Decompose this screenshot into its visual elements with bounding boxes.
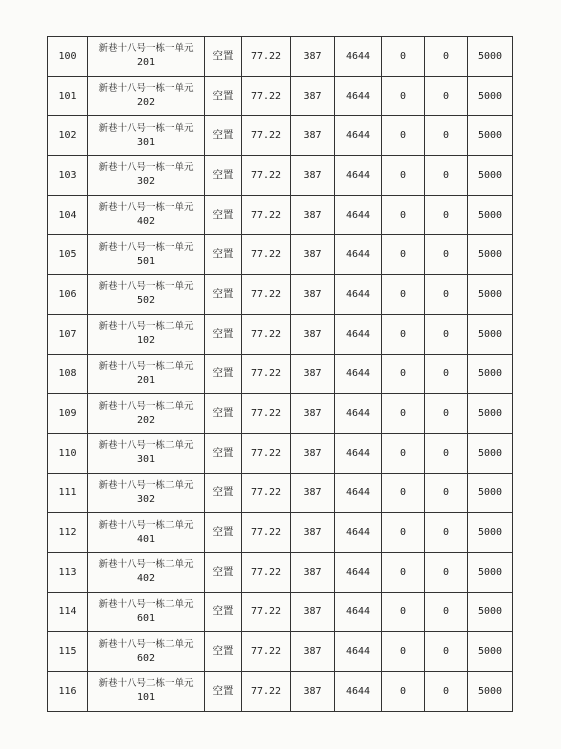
amount-cell-5: 5000 <box>468 552 513 592</box>
amount-cell-4: 0 <box>425 275 468 315</box>
amount-cell-2: 4644 <box>335 235 382 275</box>
amount-cell-3: 0 <box>382 156 425 196</box>
address-building-unit: 新巷十八号一栋一单元 <box>98 122 194 134</box>
amount-cell-2: 4644 <box>335 354 382 394</box>
amount-cell-3: 0 <box>382 76 425 116</box>
row-number-cell: 106 <box>48 275 88 315</box>
amount-cell-1: 387 <box>291 76 335 116</box>
area-cell: 77.22 <box>242 37 291 77</box>
amount-cell-3: 0 <box>382 275 425 315</box>
address-room: 201 <box>136 374 156 386</box>
amount-cell-2: 4644 <box>335 116 382 156</box>
area-cell: 77.22 <box>242 552 291 592</box>
row-number-cell: 115 <box>48 632 88 672</box>
row-number-cell: 113 <box>48 552 88 592</box>
amount-cell-5: 5000 <box>468 116 513 156</box>
address-cell <box>88 672 205 712</box>
table-row <box>48 116 513 156</box>
amount-cell-2: 4644 <box>335 592 382 632</box>
amount-cell-1: 387 <box>291 473 335 513</box>
amount-cell-4: 0 <box>425 116 468 156</box>
status-cell: 空置 <box>205 235 242 275</box>
amount-cell-5: 5000 <box>468 672 513 712</box>
address-cell <box>88 592 205 632</box>
address-cell <box>88 473 205 513</box>
address-room: 101 <box>136 692 156 704</box>
table-row <box>48 354 513 394</box>
area-cell: 77.22 <box>242 394 291 434</box>
amount-cell-4: 0 <box>425 592 468 632</box>
address-room: 401 <box>136 533 156 545</box>
area-cell: 77.22 <box>242 672 291 712</box>
amount-cell-2: 4644 <box>335 37 382 77</box>
address-building-unit: 新巷十八号一栋二单元 <box>98 440 194 452</box>
address-building-unit: 新巷十八号一栋二单元 <box>98 479 194 491</box>
area-cell: 77.22 <box>242 156 291 196</box>
table-row <box>48 632 513 672</box>
address-cell <box>88 394 205 434</box>
amount-cell-5: 5000 <box>468 275 513 315</box>
amount-cell-2: 4644 <box>335 632 382 672</box>
address-room: 202 <box>136 414 156 426</box>
amount-cell-3: 0 <box>382 394 425 434</box>
table-row <box>48 235 513 275</box>
address-cell <box>88 37 205 77</box>
status-cell: 空置 <box>205 195 242 235</box>
status-cell: 空置 <box>205 354 242 394</box>
address-room: 302 <box>136 493 156 505</box>
amount-cell-4: 0 <box>425 76 468 116</box>
amount-cell-5: 5000 <box>468 76 513 116</box>
amount-cell-4: 0 <box>425 195 468 235</box>
area-cell: 77.22 <box>242 473 291 513</box>
table-row <box>48 672 513 712</box>
status-cell: 空置 <box>205 473 242 513</box>
amount-cell-2: 4644 <box>335 513 382 553</box>
amount-cell-5: 5000 <box>468 235 513 275</box>
amount-cell-5: 5000 <box>468 37 513 77</box>
status-cell: 空置 <box>205 394 242 434</box>
amount-cell-1: 387 <box>291 394 335 434</box>
amount-cell-3: 0 <box>382 37 425 77</box>
amount-cell-5: 5000 <box>468 156 513 196</box>
amount-cell-3: 0 <box>382 195 425 235</box>
amount-cell-5: 5000 <box>468 632 513 672</box>
address-building-unit: 新巷十八号一栋一单元 <box>98 281 194 293</box>
amount-cell-1: 387 <box>291 354 335 394</box>
row-number-cell: 114 <box>48 592 88 632</box>
amount-cell-2: 4644 <box>335 552 382 592</box>
amount-cell-1: 387 <box>291 156 335 196</box>
address-room: 301 <box>136 136 156 148</box>
row-number-cell: 111 <box>48 473 88 513</box>
address-cell <box>88 552 205 592</box>
status-cell: 空置 <box>205 314 242 354</box>
amount-cell-2: 4644 <box>335 672 382 712</box>
amount-cell-4: 0 <box>425 552 468 592</box>
area-cell: 77.22 <box>242 116 291 156</box>
amount-cell-4: 0 <box>425 235 468 275</box>
amount-cell-1: 387 <box>291 235 335 275</box>
address-room: 201 <box>136 57 156 69</box>
status-cell: 空置 <box>205 552 242 592</box>
amount-cell-1: 387 <box>291 632 335 672</box>
address-building-unit: 新巷十八号一栋一单元 <box>98 241 194 253</box>
address-cell <box>88 76 205 116</box>
amount-cell-1: 387 <box>291 433 335 473</box>
amount-cell-1: 387 <box>291 592 335 632</box>
amount-cell-3: 0 <box>382 433 425 473</box>
amount-cell-2: 4644 <box>335 275 382 315</box>
address-room: 502 <box>136 295 156 307</box>
amount-cell-4: 0 <box>425 156 468 196</box>
amount-cell-5: 5000 <box>468 394 513 434</box>
area-cell: 77.22 <box>242 275 291 315</box>
address-cell <box>88 235 205 275</box>
table-row <box>48 552 513 592</box>
amount-cell-5: 5000 <box>468 433 513 473</box>
address-building-unit: 新巷十八号一栋二单元 <box>98 638 194 650</box>
amount-cell-4: 0 <box>425 314 468 354</box>
address-building-unit: 新巷十八号一栋二单元 <box>98 559 194 571</box>
amount-cell-1: 387 <box>291 552 335 592</box>
address-building-unit: 新巷十八号一栋二单元 <box>98 598 194 610</box>
amount-cell-3: 0 <box>382 672 425 712</box>
amount-cell-3: 0 <box>382 473 425 513</box>
amount-cell-4: 0 <box>425 354 468 394</box>
property-table <box>47 36 513 712</box>
table-row <box>48 37 513 77</box>
address-building-unit: 新巷十八号一栋二单元 <box>98 321 194 333</box>
amount-cell-4: 0 <box>425 632 468 672</box>
table-row <box>48 156 513 196</box>
address-building-unit: 新巷十八号一栋二单元 <box>98 400 194 412</box>
row-number-cell: 101 <box>48 76 88 116</box>
amount-cell-5: 5000 <box>468 314 513 354</box>
amount-cell-1: 387 <box>291 195 335 235</box>
row-number-cell: 110 <box>48 433 88 473</box>
address-cell <box>88 156 205 196</box>
amount-cell-3: 0 <box>382 116 425 156</box>
amount-cell-5: 5000 <box>468 592 513 632</box>
address-cell <box>88 632 205 672</box>
address-room: 301 <box>136 454 156 466</box>
amount-cell-5: 5000 <box>468 473 513 513</box>
amount-cell-3: 0 <box>382 552 425 592</box>
area-cell: 77.22 <box>242 513 291 553</box>
status-cell: 空置 <box>205 433 242 473</box>
status-cell: 空置 <box>205 116 242 156</box>
amount-cell-4: 0 <box>425 433 468 473</box>
row-number-cell: 108 <box>48 354 88 394</box>
row-number-cell: 104 <box>48 195 88 235</box>
table-row <box>48 76 513 116</box>
amount-cell-5: 5000 <box>468 513 513 553</box>
area-cell: 77.22 <box>242 195 291 235</box>
status-cell: 空置 <box>205 513 242 553</box>
address-cell <box>88 513 205 553</box>
table-row <box>48 394 513 434</box>
row-number-cell: 107 <box>48 314 88 354</box>
address-cell <box>88 116 205 156</box>
address-room: 302 <box>136 176 156 188</box>
address-cell <box>88 275 205 315</box>
amount-cell-3: 0 <box>382 235 425 275</box>
row-number-cell: 105 <box>48 235 88 275</box>
row-number-cell: 116 <box>48 672 88 712</box>
row-number-cell: 112 <box>48 513 88 553</box>
status-cell: 空置 <box>205 37 242 77</box>
amount-cell-1: 387 <box>291 314 335 354</box>
row-number-cell: 109 <box>48 394 88 434</box>
amount-cell-3: 0 <box>382 354 425 394</box>
address-cell <box>88 314 205 354</box>
address-building-unit: 新巷十八号二栋一单元 <box>98 678 194 690</box>
amount-cell-4: 0 <box>425 394 468 434</box>
amount-cell-2: 4644 <box>335 156 382 196</box>
address-cell <box>88 433 205 473</box>
area-cell: 77.22 <box>242 235 291 275</box>
area-cell: 77.22 <box>242 632 291 672</box>
table-row <box>48 592 513 632</box>
amount-cell-4: 0 <box>425 473 468 513</box>
amount-cell-3: 0 <box>382 592 425 632</box>
amount-cell-2: 4644 <box>335 394 382 434</box>
amount-cell-1: 387 <box>291 275 335 315</box>
address-room: 202 <box>136 97 156 109</box>
status-cell: 空置 <box>205 156 242 196</box>
table-body <box>48 37 513 712</box>
area-cell: 77.22 <box>242 76 291 116</box>
table-row <box>48 513 513 553</box>
status-cell: 空置 <box>205 672 242 712</box>
area-cell: 77.22 <box>242 314 291 354</box>
amount-cell-4: 0 <box>425 672 468 712</box>
table-row <box>48 473 513 513</box>
amount-cell-1: 387 <box>291 37 335 77</box>
amount-cell-3: 0 <box>382 632 425 672</box>
amount-cell-2: 4644 <box>335 76 382 116</box>
amount-cell-2: 4644 <box>335 433 382 473</box>
address-room: 501 <box>136 255 156 267</box>
address-building-unit: 新巷十八号一栋一单元 <box>98 202 194 214</box>
amount-cell-3: 0 <box>382 314 425 354</box>
amount-cell-4: 0 <box>425 513 468 553</box>
row-number-cell: 100 <box>48 37 88 77</box>
status-cell: 空置 <box>205 275 242 315</box>
address-room: 102 <box>136 335 156 347</box>
amount-cell-5: 5000 <box>468 354 513 394</box>
area-cell: 77.22 <box>242 592 291 632</box>
table-row <box>48 433 513 473</box>
row-number-cell: 103 <box>48 156 88 196</box>
table-row <box>48 275 513 315</box>
amount-cell-2: 4644 <box>335 195 382 235</box>
status-cell: 空置 <box>205 632 242 672</box>
table-row <box>48 314 513 354</box>
address-room: 602 <box>136 652 156 664</box>
area-cell: 77.22 <box>242 433 291 473</box>
address-room: 402 <box>136 573 156 585</box>
amount-cell-1: 387 <box>291 672 335 712</box>
amount-cell-3: 0 <box>382 513 425 553</box>
area-cell: 77.22 <box>242 354 291 394</box>
amount-cell-1: 387 <box>291 116 335 156</box>
amount-cell-1: 387 <box>291 513 335 553</box>
address-room: 402 <box>136 216 156 228</box>
amount-cell-4: 0 <box>425 37 468 77</box>
row-number-cell: 102 <box>48 116 88 156</box>
address-building-unit: 新巷十八号一栋二单元 <box>98 360 194 372</box>
address-building-unit: 新巷十八号一栋一单元 <box>98 162 194 174</box>
address-building-unit: 新巷十八号一栋二单元 <box>98 519 194 531</box>
status-cell: 空置 <box>205 592 242 632</box>
address-building-unit: 新巷十八号一栋一单元 <box>98 83 194 95</box>
address-cell <box>88 354 205 394</box>
amount-cell-2: 4644 <box>335 473 382 513</box>
amount-cell-2: 4644 <box>335 314 382 354</box>
status-cell: 空置 <box>205 76 242 116</box>
amount-cell-5: 5000 <box>468 195 513 235</box>
address-room: 601 <box>136 612 156 624</box>
address-cell <box>88 195 205 235</box>
table-row <box>48 195 513 235</box>
address-building-unit: 新巷十八号一栋一单元 <box>98 43 194 55</box>
